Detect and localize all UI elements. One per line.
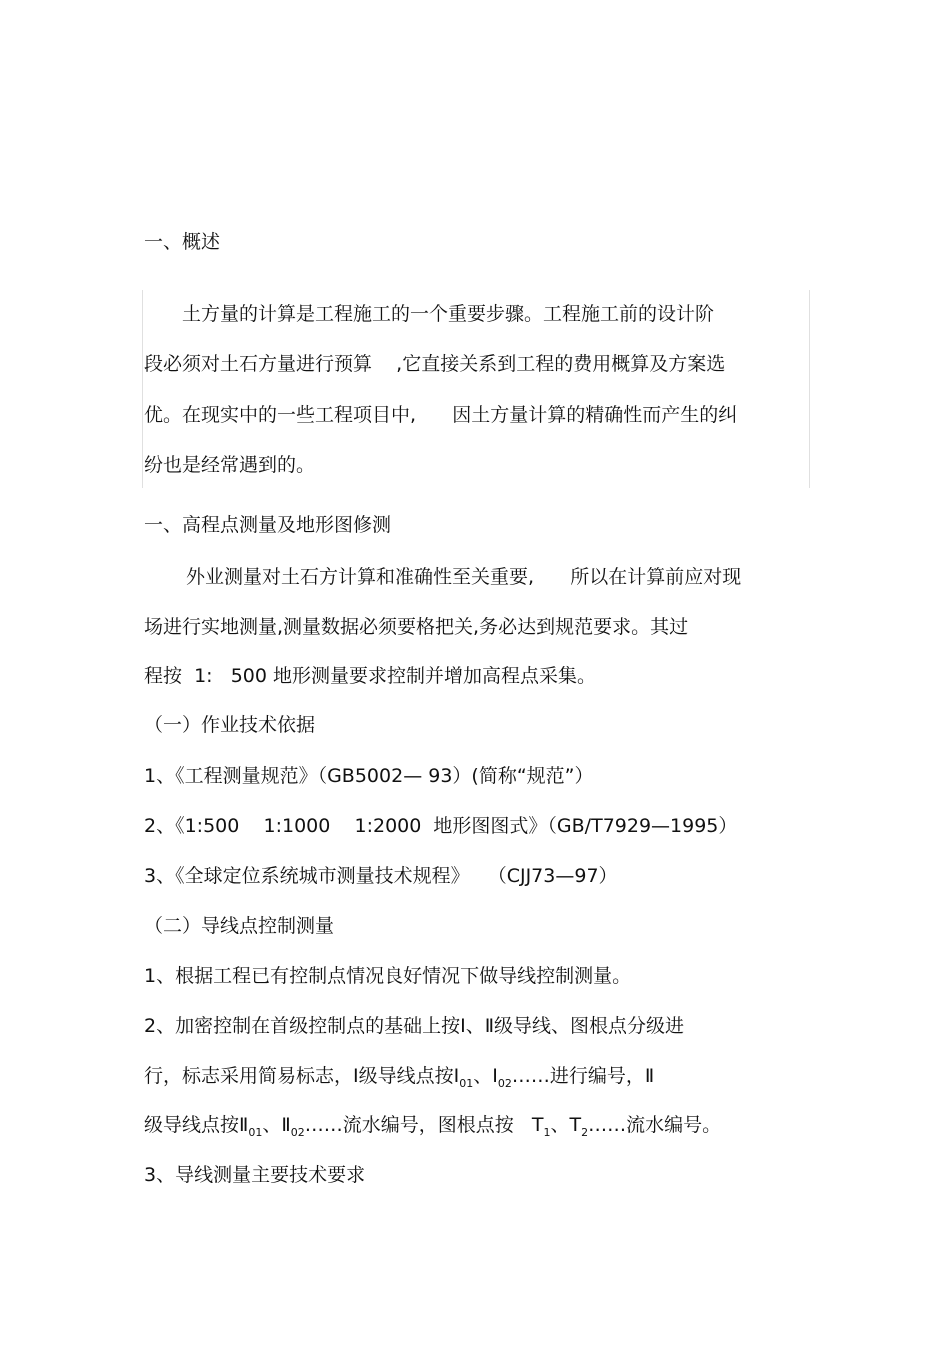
subheading-basis: （一）作业技术依据 bbox=[144, 714, 316, 736]
traverse-item-2-line-1: 2、加密控制在首级控制点的基础上按Ⅰ、Ⅱ级导线、图根点分级进 bbox=[144, 1015, 685, 1037]
basis-item-1: 1、《工程测量规范》（GB5002— 93）(简称“规范”） bbox=[144, 765, 594, 787]
traverse-item-2-line-3: 级导线点按$Ⅱ_{01}$、$Ⅱ_{02}\dots\dots$流水编号，图根点按 $T_1$、$T_2\dots\dots$流水编号。 bbox=[144, 1114, 722, 1139]
overview-line-4: 纷也是经常遇到的。 bbox=[144, 454, 316, 476]
survey-line-2: 场进行实地测量,测量数据必须要格把关,务必达到规范要求。其过 bbox=[144, 616, 689, 638]
basis-item-3: 3、《全球定位系统城市测量技术规程》 （CJJ73—97） bbox=[144, 865, 618, 887]
section-heading-overview: 一、概述 bbox=[144, 231, 221, 253]
basis-item-2: 2、《1:500 1:1000 1:2000 地形图图式》（GB/T7929—1995） bbox=[144, 815, 738, 837]
subheading-traverse: （二）导线点控制测量 bbox=[144, 915, 335, 937]
traverse-item-2-line-2: 行，标志采用简易标志，Ⅰ级导线点按$Ⅰ_{01}$、$Ⅰ_{02}\dots\dots$进行编号，Ⅱ bbox=[144, 1065, 655, 1090]
overview-line-1: 土方量的计算是工程施工的一个重要步骤。工程施工前的设计阶 bbox=[182, 303, 715, 325]
overview-line-3: 优。在现实中的一些工程项目中, 因土方量计算的精确性而产生的纠 bbox=[144, 404, 738, 426]
section-heading-survey: 一、高程点测量及地形图修测 bbox=[144, 514, 392, 536]
survey-line-3: 程按 1: 500 地形测量要求控制并增加高程点采集。 bbox=[144, 665, 596, 687]
traverse-item-1: 1、根据工程已有控制点情况良好情况下做导线控制测量。 bbox=[144, 965, 632, 987]
overview-line-2: 段必须对土石方量进行预算 ,它直接关系到工程的费用概算及方案选 bbox=[144, 353, 726, 375]
traverse-item-3: 3、导线测量主要技术要求 bbox=[144, 1164, 366, 1186]
survey-line-1: 外业测量对土石方计算和准确性至关重要, 所以在计算前应对现 bbox=[186, 566, 742, 588]
